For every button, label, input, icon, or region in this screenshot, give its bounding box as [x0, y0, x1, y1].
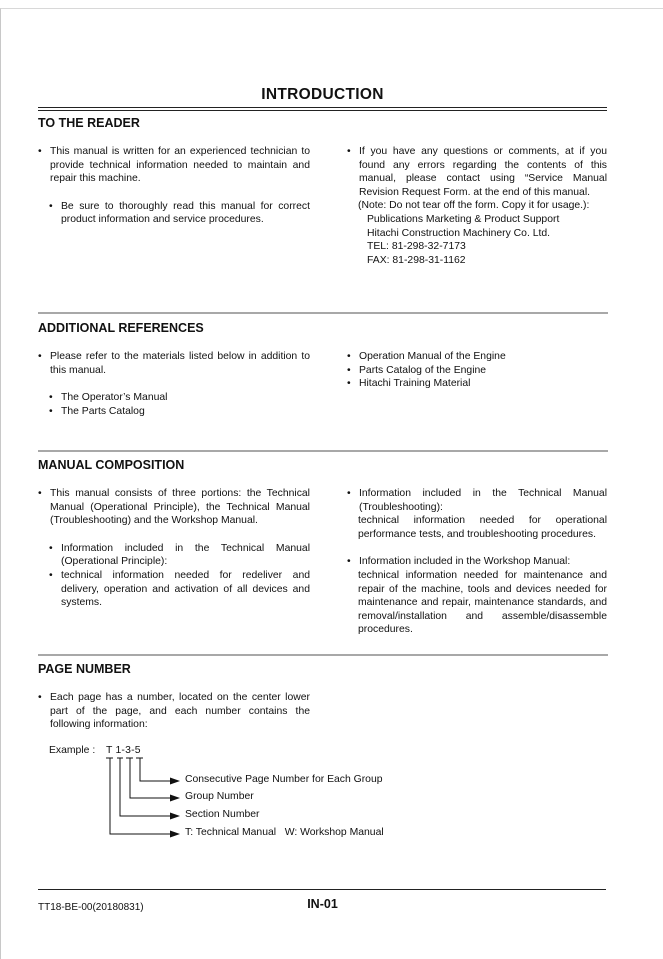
composition-ts-body: technical information needed for operational performance tests, and troubleshooting procedures.: [358, 515, 607, 540]
contact-line: Hitachi Construction Machinery Co. Ltd.: [367, 227, 551, 239]
composition-ws-body: technical information needed for maintenance and repair of the machine, tools and devices needed for maintenance and repair, maintenance standards, and removal/installation and assemble/disassemble procedures.: [358, 569, 607, 636]
contact-line: FAX: 81-298-31-1162: [367, 254, 466, 266]
footer-rule: [38, 889, 606, 890]
section-heading-reader: TO THE READER: [38, 116, 140, 130]
composition-sub-title: • Information included in the Technical Manual (Operational Principle):: [38, 542, 310, 569]
example-label: Example :: [49, 745, 96, 756]
reader-note: (Note: Do not tear off the form. Copy it for usage.):: [358, 200, 590, 212]
section-heading-page-number: PAGE NUMBER: [38, 662, 131, 676]
composition-bullet: • This manual consists of three portions: the Technical Manual (Operational Principle), the Technical Manual (Troubleshooting) and the Workshop Manual.: [38, 487, 310, 528]
section-heading-references: ADDITIONAL REFERENCES: [38, 321, 204, 335]
references-bullet: • Please refer to the materials listed below in addition to this manual.: [38, 350, 310, 377]
diagram-label-page: Consecutive Page Number for Each Group: [185, 774, 383, 785]
reference-item: • The Parts Catalog: [38, 405, 310, 419]
reader-contact-bullet: • If you have any questions or comments, at if you found any errors regarding the contents of this manual, please contact using “Service Manual Revision Request Form. at the end of this manual.: [347, 145, 607, 199]
example-code: T 1-3-5: [106, 745, 141, 756]
reference-item: • Hitachi Training Material: [347, 377, 607, 391]
reader-bullet-2: • Be sure to thoroughly read this manual for correct product information and service procedures.: [38, 200, 310, 227]
footer-page-number: IN-01: [307, 897, 338, 911]
contact-line: TEL: 81-298-32-7173: [367, 241, 466, 253]
composition-sub-body-text: technical information needed for redeliver and delivery, operation and activation of all devices and systems.: [61, 569, 310, 609]
arrow-icon: [170, 795, 180, 802]
page-number-bullet: • Each page has a number, located on the center lower part of the page, and each number contains the following information:: [38, 691, 310, 732]
contact-line: Publications Marketing & Product Support: [367, 213, 560, 225]
footer-doc-code: TT18-BE-00(20180831): [38, 902, 144, 913]
diagram-label-manual-type: T: Technical Manual W: Workshop Manual: [185, 827, 384, 838]
reader-bullet-1: • This manual is written for an experienced technician to provide technical information needed to maintain and repair this machine.: [38, 145, 310, 186]
section-heading-composition: MANUAL COMPOSITION: [38, 458, 185, 472]
reference-item: • Operation Manual of the Engine: [347, 350, 607, 364]
page-title: INTRODUCTION: [261, 86, 384, 103]
composition-ws-title: • Information included in the Workshop Manual:: [347, 555, 607, 569]
reference-item: • The Operator’s Manual: [38, 391, 310, 405]
composition-ts-title: • Information included in the Technical Manual (Troubleshooting):: [347, 487, 607, 514]
arrow-icon: [170, 831, 180, 838]
arrow-icon: [170, 813, 180, 820]
arrow-icon: [170, 778, 180, 785]
diagram-label-group: Group Number: [185, 791, 254, 802]
reference-item: • Parts Catalog of the Engine: [347, 364, 607, 378]
diagram-label-section: Section Number: [185, 809, 260, 820]
